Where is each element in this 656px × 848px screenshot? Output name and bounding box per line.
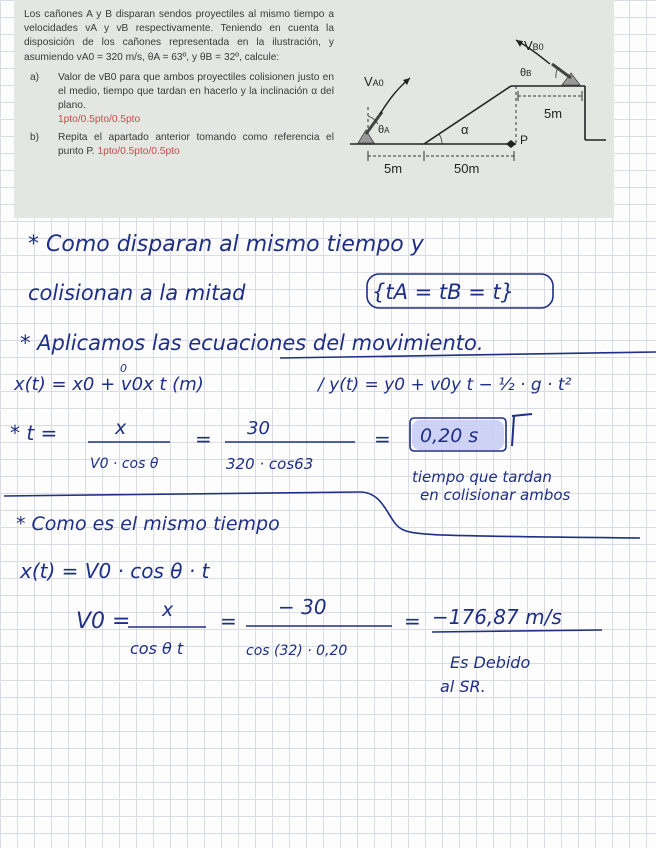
t-result: 0,20 s: [420, 425, 479, 447]
v-caption-2: al SR.: [440, 677, 486, 696]
t-caption-2: en colisionar ambos: [420, 486, 571, 504]
eq-y: / y(t) = y0 + v0y t − ½ · g · t²: [318, 375, 572, 395]
label-p: P: [520, 133, 529, 147]
label-alpha: α: [461, 122, 469, 137]
dim-top: 5m: [544, 106, 563, 121]
v-num2: − 30: [278, 595, 327, 619]
t-den2: 320 · cos63: [226, 455, 314, 473]
dim-mid: 50m: [454, 161, 480, 176]
item-b-points: 1pto/0.5pto/0.5pto: [97, 145, 180, 157]
v-num: x: [162, 599, 174, 621]
note-line-2b: {tA = tB = t}: [372, 280, 515, 304]
eq-x-strike: 0: [120, 362, 127, 375]
note-line-3: * Aplicamos las ecuaciones del movimiento.: [20, 331, 484, 355]
t-caption-1: tiempo que tardan: [412, 468, 552, 486]
v-den: cos θ t: [130, 639, 184, 658]
v-eq2: =: [404, 609, 421, 633]
label-va0-sub: A0: [372, 78, 384, 88]
label-vb0: V: [524, 38, 533, 53]
problem-intro: Los cañones A y B disparan sendos proyectiles al mismo tiempo a velocidades vA y vB respectivamente. Teniendo en cuenta la disposición de los cañones representada en la ilustración, y asumiendo vA0 = 320 m/s, θA = 63º, y θB = 32º, calcule:: [24, 9, 334, 63]
t-num2: 30: [247, 418, 270, 439]
item-a-text: Valor de vB0 para que ambos proyectiles colisionen justo en el medio, tiempo que tardan en hacerlo y la inclinación α del plano.: [58, 71, 334, 112]
label-vb0-sub: B0: [532, 42, 544, 52]
t-eq: =: [195, 427, 212, 451]
item-b-label: b): [30, 131, 40, 143]
item-a-points: 1pto/0.5pto/0.5pto: [58, 114, 141, 126]
v-eq: =: [220, 609, 237, 633]
dim-left: 5m: [384, 161, 403, 176]
label-va0: V: [364, 74, 373, 89]
eq-x2: x(t) = V0 · cos θ · t: [20, 559, 210, 583]
label-theta-b: θ: [520, 67, 527, 79]
label-theta-a-sub: A: [384, 126, 390, 135]
label-theta-a: θ: [378, 124, 385, 136]
v-den2: cos (32) · 0,20: [246, 643, 348, 659]
note-line-5: * Como es el mismo tiempo: [16, 513, 280, 535]
t-lhs: * t =: [10, 421, 58, 445]
t-den: V0 · cos θ: [90, 456, 159, 472]
t-num: x: [115, 417, 127, 439]
item-a-label: a): [30, 71, 40, 83]
note-line-1: * Como disparan al mismo tiempo y: [28, 232, 424, 257]
v-lhs: V0 =: [76, 609, 131, 634]
eq-x: x(t) = x0 + v0x t (m): [14, 374, 204, 395]
item-b-text: Repita el apartado anterior tomando como referencia el punto P.: [58, 131, 334, 157]
v-caption-1: Es Debido: [450, 653, 531, 672]
label-theta-b-sub: B: [526, 69, 532, 78]
t-eq2: =: [374, 427, 391, 451]
v-result: −176,87 m/s: [432, 605, 562, 629]
note-line-2a: colisionan a la mitad: [28, 281, 246, 305]
